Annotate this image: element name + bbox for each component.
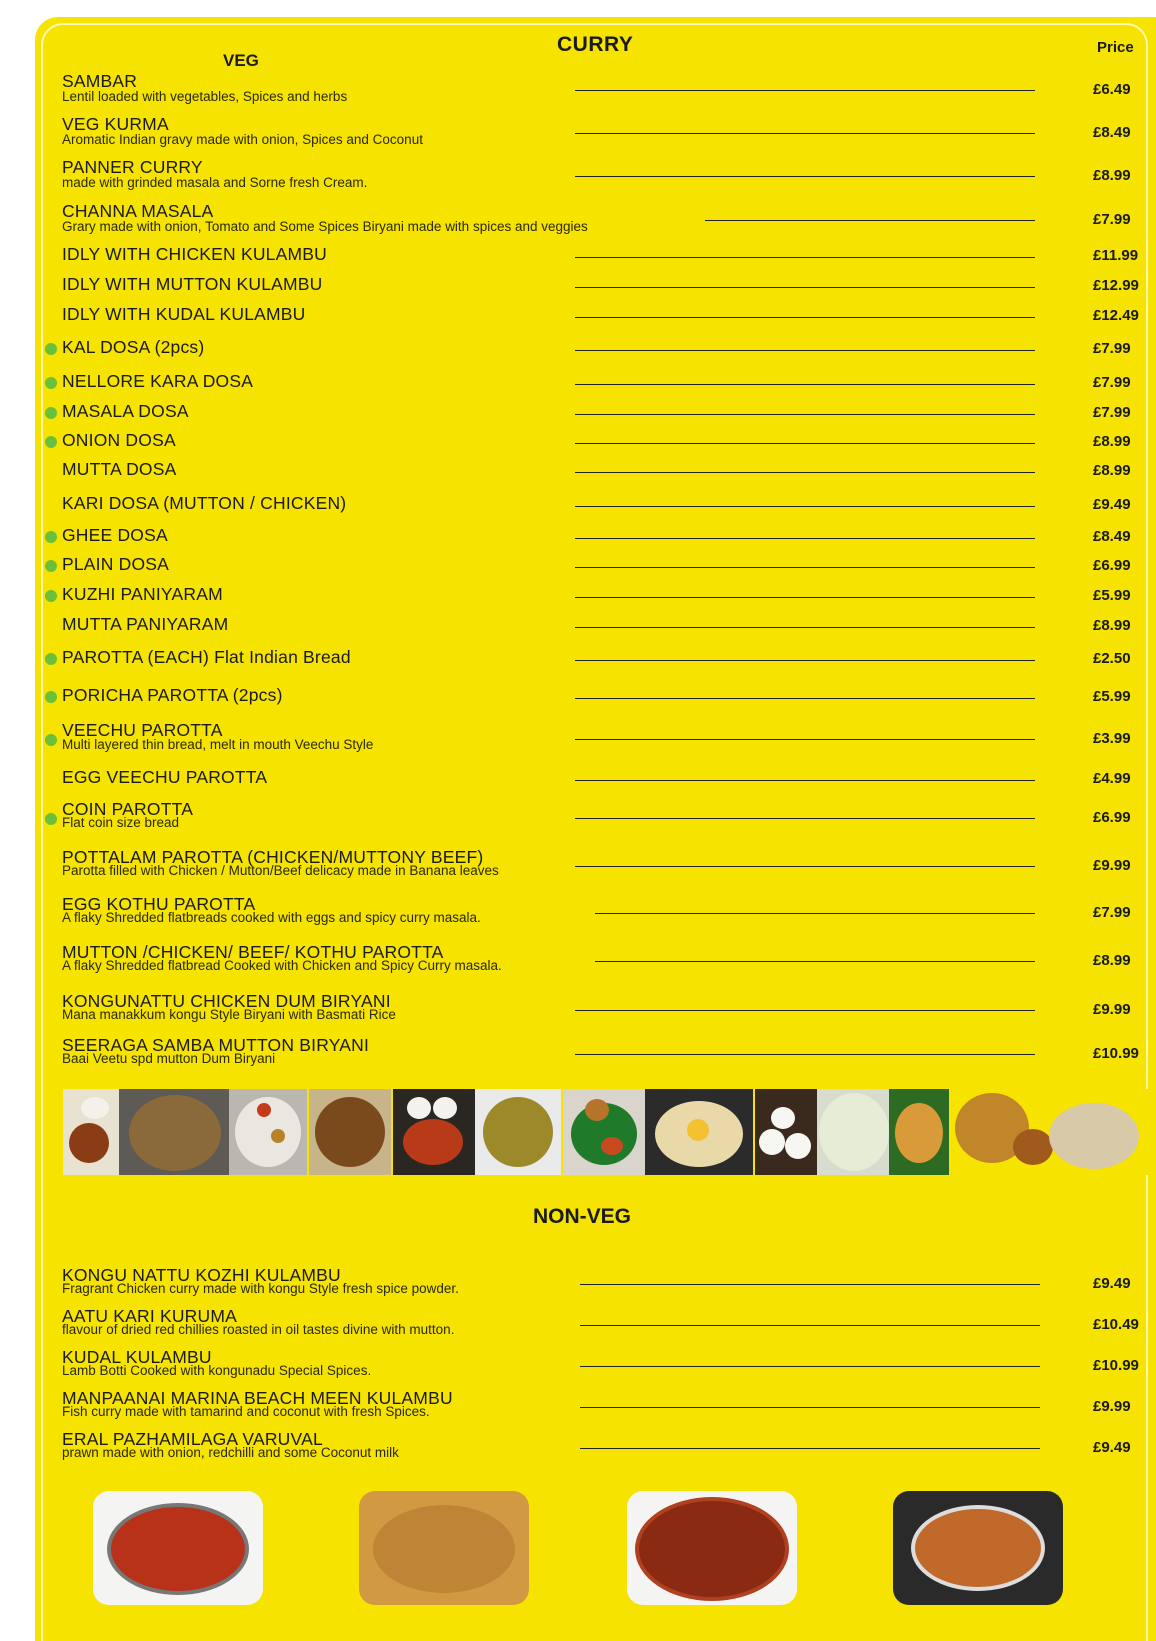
menu-item-pottalam-parotta-chicken-muttony-beef	[35, 847, 1156, 881]
item-name: EGG VEECHU PAROTTA	[62, 767, 268, 787]
veg-dot-icon	[45, 531, 57, 543]
leader-line	[580, 1284, 1040, 1285]
leader-line	[575, 350, 1035, 351]
item-name: MUTTON /CHICKEN/ BEEF/ KOTHU PAROTTA	[62, 942, 444, 962]
menu-item-coin-parotta	[35, 799, 1156, 833]
item-price: £7.99	[1093, 404, 1131, 421]
item-name: COIN PAROTTA	[62, 799, 194, 819]
leader-line	[575, 818, 1035, 819]
food-shape	[1013, 1129, 1053, 1165]
item-description: Fragrant Chicken curry made with kongu Style fresh spice powder.	[62, 1281, 459, 1296]
item-price: £7.99	[1093, 904, 1131, 921]
masala-dosa-photo	[889, 1089, 949, 1175]
food-shape	[687, 1119, 709, 1141]
menu-item-mutton-chicken-beef-kothu-parotta	[35, 942, 1156, 976]
food-shape	[601, 1137, 623, 1155]
item-name: IDLY WITH KUDAL KULAMBU	[62, 304, 306, 324]
veg-dot-icon	[45, 343, 57, 355]
veg-dot-icon	[45, 813, 57, 825]
item-price: £10.49	[1093, 1316, 1139, 1333]
egg-dosa-photo	[645, 1089, 753, 1175]
item-description: prawn made with onion, redchilli and some Coconut milk	[62, 1445, 399, 1460]
veg-dot-icon	[45, 407, 57, 419]
leader-line	[580, 1366, 1040, 1367]
item-name: KARI DOSA (MUTTON / CHICKEN)	[62, 493, 347, 513]
leader-line	[575, 739, 1035, 740]
idly-sambar-photo	[63, 1089, 119, 1175]
menu-item-mutta-dosa	[35, 459, 1156, 493]
item-description: Multi layered thin bread, melt in mouth Veechu Style	[62, 737, 374, 752]
item-price: £12.99	[1093, 277, 1139, 294]
food-shape	[771, 1107, 795, 1129]
item-description: A flaky Shredded flatbread Cooked with Chicken and Spicy Curry masala.	[62, 958, 502, 973]
leader-line	[575, 317, 1035, 318]
item-price: £2.50	[1093, 650, 1131, 667]
item-name: IDLY WITH MUTTON KULAMBU	[62, 274, 323, 294]
item-description: Aromatic Indian gravy made with onion, Spices and Coconut	[62, 132, 423, 147]
menu-item-nellore-kara-dosa	[35, 371, 1156, 405]
price-column-header: Price	[1097, 39, 1134, 56]
mutton-kuruma-photo	[359, 1491, 529, 1605]
menu-item-kongu-nattu-kozhi-kulambu	[35, 1265, 1156, 1299]
leader-line	[580, 1448, 1040, 1449]
item-price: £10.99	[1093, 1357, 1139, 1374]
leader-line	[575, 287, 1035, 288]
curry-parotta-photo	[953, 1089, 1153, 1175]
menu-item-kal-dosa-2pcs	[35, 337, 1156, 371]
item-name: SAMBAR	[62, 71, 138, 91]
white-idly-photo	[755, 1089, 817, 1175]
leader-line	[575, 257, 1035, 258]
menu-item-manpaanai-marina-beach-meen-kulambu	[35, 1388, 1156, 1422]
food-shape	[69, 1123, 109, 1163]
item-description: Flat coin size bread	[62, 815, 180, 830]
item-name: VEG KURMA	[62, 114, 169, 134]
menu-item-idly-with-mutton-kulambu	[35, 274, 1156, 308]
item-price: £9.99	[1093, 857, 1131, 874]
curry-bowl-shape	[911, 1505, 1045, 1591]
leader-line	[575, 384, 1035, 385]
item-price: £9.49	[1093, 1439, 1131, 1456]
fish-curry-photo	[893, 1491, 1063, 1605]
food-shape	[433, 1097, 457, 1119]
idly-curry-photo	[393, 1089, 475, 1175]
food-shape	[315, 1097, 385, 1167]
food-shape	[1049, 1103, 1139, 1169]
veg-dot-icon	[45, 436, 57, 448]
menu-item-plain-dosa	[35, 554, 1156, 588]
item-name: CHANNA MASALA	[62, 201, 214, 221]
item-price: £11.99	[1093, 247, 1139, 264]
paniyaram-photo	[475, 1089, 561, 1175]
leader-line	[575, 506, 1035, 507]
item-price: £12.49	[1093, 307, 1139, 324]
item-description: made with grinded masala and Sorne fresh Cream.	[62, 175, 368, 190]
item-name: POTTALAM PAROTTA (CHICKEN/MUTTONY BEEF)	[62, 847, 484, 867]
item-name: EGG KOTHU PAROTTA	[62, 894, 256, 914]
item-price: £10.99	[1093, 1045, 1139, 1062]
biryani-photo	[119, 1089, 229, 1175]
item-description: Lentil loaded with vegetables, Spices and herbs	[62, 89, 348, 104]
item-name: NELLORE KARA DOSA	[62, 371, 254, 391]
item-price: £9.99	[1093, 1398, 1131, 1415]
leader-line	[595, 913, 1035, 914]
leader-line	[575, 698, 1035, 699]
leader-line	[580, 1325, 1040, 1326]
veg-dot-icon	[45, 560, 57, 572]
item-price: £9.49	[1093, 1275, 1131, 1292]
item-name: PAROTTA (EACH) Flat Indian Bread	[62, 647, 351, 667]
item-name: AATU KARI KURUMA	[62, 1306, 237, 1326]
menu-item-kuzhi-paniyaram	[35, 584, 1156, 618]
veg-dot-icon	[45, 590, 57, 602]
leader-line	[575, 780, 1035, 781]
veg-dot-icon	[45, 377, 57, 389]
menu-item-egg-veechu-parotta	[35, 767, 1156, 801]
item-price: £5.99	[1093, 688, 1131, 705]
menu-item-egg-kothu-parotta	[35, 894, 1156, 928]
leader-line	[575, 597, 1035, 598]
item-price: £6.99	[1093, 557, 1131, 574]
item-description: Parotta filled with Chicken / Mutton/Beef delicacy made in Banana leaves	[62, 863, 499, 878]
item-price: £8.99	[1093, 433, 1131, 450]
item-price: £8.49	[1093, 528, 1131, 545]
veg-dot-icon	[45, 691, 57, 703]
item-name: MUTTA DOSA	[62, 459, 177, 479]
food-shape	[585, 1099, 609, 1121]
item-description: Fish curry made with tamarind and coconut with fresh Spices.	[62, 1404, 430, 1419]
item-price: £6.99	[1093, 809, 1131, 826]
food-shape	[403, 1119, 463, 1165]
food-shape	[81, 1097, 109, 1119]
item-name: KUZHI PANIYARAM	[62, 584, 223, 604]
menu-item-sambar	[35, 71, 1156, 105]
item-name: MANPAANAI MARINA BEACH MEEN KULAMBU	[62, 1388, 453, 1408]
leader-line	[705, 220, 1035, 221]
item-price: £8.99	[1093, 617, 1131, 634]
item-name: ERAL PAZHAMILAGA VARUVAL	[62, 1429, 323, 1449]
item-name: KUDAL KULAMBU	[62, 1347, 212, 1367]
section-title-curry: CURRY	[557, 33, 634, 56]
menu-page	[32, 14, 1156, 1641]
section-title-nonveg: NON-VEG	[533, 1205, 632, 1228]
item-name: PLAIN DOSA	[62, 554, 170, 574]
item-price: £8.49	[1093, 124, 1131, 141]
food-shape	[483, 1097, 553, 1167]
menu-item-seeraga-samba-mutton-biryani	[35, 1035, 1156, 1069]
item-description: Baai Veetu spd mutton Dum Biryani	[62, 1051, 276, 1066]
item-name: ONION DOSA	[62, 430, 176, 450]
section-subtitle-veg: VEG	[223, 51, 259, 70]
curry-bowl-shape	[369, 1501, 519, 1597]
kal-dosa-photo	[309, 1089, 391, 1175]
leader-line	[575, 866, 1035, 867]
food-shape	[271, 1129, 285, 1143]
item-price: £8.99	[1093, 167, 1131, 184]
menu-item-aatu-kari-kuruma	[35, 1306, 1156, 1340]
item-price: £4.99	[1093, 770, 1131, 787]
leader-line	[575, 1054, 1035, 1055]
curry-bowl-shape	[635, 1497, 789, 1601]
menu-item-idly-with-kudal-kulambu	[35, 304, 1156, 338]
item-name: KAL DOSA (2pcs)	[62, 337, 205, 357]
veg-dot-icon	[45, 734, 57, 746]
item-name: PANNER CURRY	[62, 157, 203, 177]
item-price: £7.99	[1093, 211, 1131, 228]
leader-line	[575, 176, 1035, 177]
item-price: £5.99	[1093, 587, 1131, 604]
food-photo-strip	[63, 1089, 1153, 1175]
item-description: Mana manakkum kongu Style Biryani with Basmati Rice	[62, 1007, 396, 1022]
menu-item-kongunattu-chicken-dum-biryani	[35, 991, 1156, 1025]
onion-uttapam-photo	[817, 1089, 889, 1175]
item-name: IDLY WITH CHICKEN KULAMBU	[62, 244, 327, 264]
menu-item-veechu-parotta	[35, 720, 1156, 754]
leader-line	[575, 660, 1035, 661]
item-description: Lamb Botti Cooked with kongunadu Special Spices.	[62, 1363, 372, 1378]
vada-plate-photo	[563, 1089, 645, 1175]
leader-line	[575, 567, 1035, 568]
item-name: KONGU NATTU KOZHI KULAMBU	[62, 1265, 341, 1285]
item-price: £8.99	[1093, 462, 1131, 479]
item-description: Grary made with onion, Tomato and Some Spices Biryani made with spices and veggies	[62, 219, 588, 234]
leader-line	[575, 133, 1035, 134]
food-shape	[819, 1093, 889, 1171]
menu-item-kudal-kulambu	[35, 1347, 1156, 1381]
menu-item-eral-pazhamilaga-varuval	[35, 1429, 1156, 1463]
food-shape	[129, 1095, 221, 1171]
menu-item-panner-curry	[35, 157, 1156, 191]
item-price: £6.49	[1093, 81, 1131, 98]
food-shape	[895, 1103, 943, 1163]
item-price: £7.99	[1093, 340, 1131, 357]
leader-line	[575, 538, 1035, 539]
item-price: £8.99	[1093, 952, 1131, 969]
item-description: flavour of dried red chillies roasted in oil tastes divine with mutton.	[62, 1322, 455, 1337]
leader-line	[575, 414, 1035, 415]
item-price: £3.99	[1093, 730, 1131, 747]
leader-line	[575, 627, 1035, 628]
leader-line	[575, 443, 1035, 444]
item-price: £9.99	[1093, 1001, 1131, 1018]
food-shape	[785, 1133, 811, 1159]
menu-item-channa-masala	[35, 201, 1156, 235]
menu-item-kari-dosa-mutton-chicken	[35, 493, 1156, 527]
leader-line	[580, 1407, 1040, 1408]
item-name: SEERAGA SAMBA MUTTON BIRYANI	[62, 1035, 370, 1055]
item-name: KONGUNATTU CHICKEN DUM BIRYANI	[62, 991, 391, 1011]
food-shape	[759, 1129, 785, 1155]
curry-bowl-shape	[107, 1503, 249, 1595]
chicken-curry-photo	[93, 1491, 263, 1605]
item-name: MUTTA PANIYARAM	[62, 614, 229, 634]
leader-line	[575, 90, 1035, 91]
menu-item-poricha-parotta-2pcs	[35, 685, 1156, 719]
menu-item-parotta-each-flat-indian-bread	[35, 647, 1156, 681]
item-description: A flaky Shredded flatbreads cooked with eggs and spicy curry masala.	[62, 910, 481, 925]
kudal-curry-photo	[627, 1491, 797, 1605]
item-name: VEECHU PAROTTA	[62, 720, 223, 740]
item-name: MASALA DOSA	[62, 401, 189, 421]
food-shape	[257, 1103, 271, 1117]
food-shape	[407, 1097, 431, 1119]
leader-line	[595, 961, 1035, 962]
menu-item-idly-with-chicken-kulambu	[35, 244, 1156, 278]
leader-line	[575, 1010, 1035, 1011]
menu-item-mutta-paniyaram	[35, 614, 1156, 648]
item-name: GHEE DOSA	[62, 525, 168, 545]
item-name: PORICHA PAROTTA (2pcs)	[62, 685, 283, 705]
menu-item-veg-kurma	[35, 114, 1156, 148]
leader-line	[575, 472, 1035, 473]
idly-plate-photo	[229, 1089, 307, 1175]
item-price: £9.49	[1093, 496, 1131, 513]
veg-dot-icon	[45, 653, 57, 665]
item-price: £7.99	[1093, 374, 1131, 391]
